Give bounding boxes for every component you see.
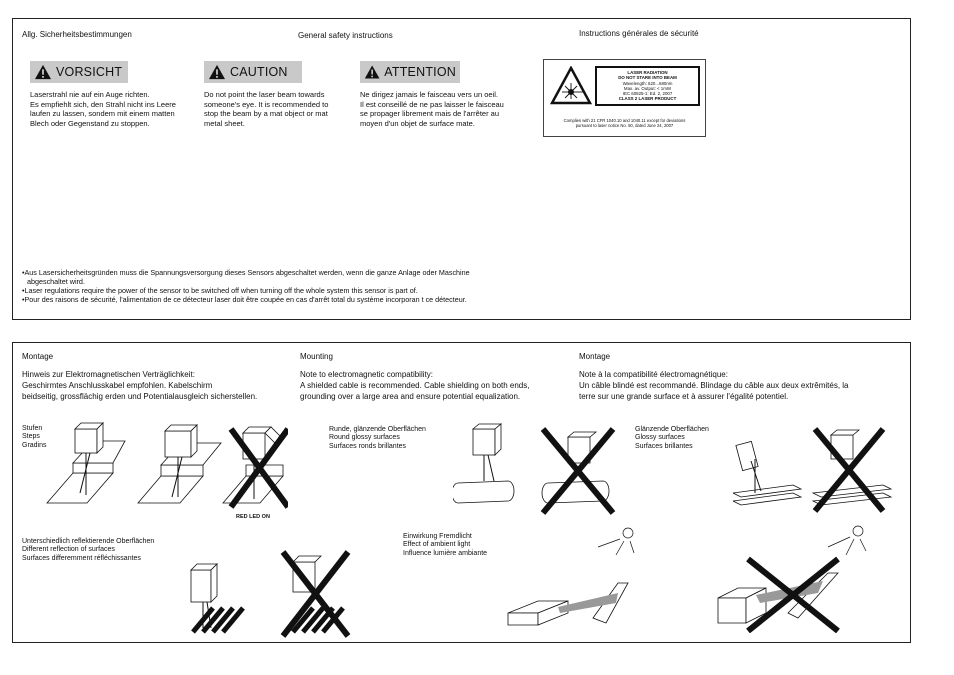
emc-text-en: grounding over a large area and ensure potential equalization. — [300, 392, 521, 401]
emc-text-en: Note to electromagnetic compatibility: — [300, 370, 433, 379]
reflection-diagram — [183, 548, 363, 638]
emc-text-fr: Un câble blindé est recommandé. Blindage du câble aux deux extrêmités, la — [579, 381, 849, 390]
safety-heading-de: Allg. Sicherheitsbestimmungen — [22, 30, 132, 39]
laser-label-line: Max. av. Output: < 1mW — [623, 85, 672, 91]
emc-text-de: Geschirmtes Anschlusskabel empfohlen. Kabelschirm — [22, 381, 213, 390]
warning-label: VORSICHT — [56, 65, 123, 79]
safety-text-en: Do not point the laser beam towards someone's eye. It is recommended to stop the beam by a mat object or mat metal sheet. — [204, 90, 329, 128]
safety-text-de: Laserstrahl nie auf ein Auge richten. Es empfiehlt sich, den Strahl nicht ins Leere laufen zu lassen, sondem mit einem matten Blech oder Gegenstand zu stoppen. — [30, 90, 176, 128]
emc-text-en: A shielded cable is recommended. Cable shielding on both ends, — [300, 381, 530, 390]
safety-text-fr: Ne dirigez jamais le faisceau vers un oeil. Il est conseillé de ne pas laisser le faisceau se propager librement mais de l'arrêter au moyen d'un objet de surface mate. — [360, 90, 504, 128]
warning-vorsicht — [30, 61, 128, 83]
emc-text-fr: Note à la compatibilité électromagnétique: — [579, 370, 728, 379]
warning-label: CAUTION — [230, 65, 288, 79]
laser-label-line: DO NOT STARE INTO BEAM — [618, 75, 677, 81]
safety-note-fr: •Pour des raisons de sécurité, l'alimentation de ce détecteur laser doit être coupée en cas d'arrêt total du système incorporan t ce détecteur. — [22, 295, 467, 304]
laser-label-line: LASER RADIATION — [627, 70, 668, 75]
glossy-surface-diagram — [733, 423, 903, 523]
mounting-heading-en: Mounting — [300, 352, 333, 361]
round-surface-diagram — [453, 423, 628, 518]
red-led-label: RED LED ON — [236, 514, 270, 520]
round-surface-caption: Runde, glänzende Oberflächen Round glossy surfaces Surfaces ronds brillantes — [329, 426, 426, 450]
laser-label-line: CLASS 2 LASER PRODUCT — [618, 96, 677, 102]
warning-label: ATTENTION — [384, 65, 456, 79]
emc-text-de: beidseitig, grossflächig erden und Potentialausgleich sicherstellen. — [22, 392, 258, 401]
emc-text-de: Hinweis zur Elektromagnetischen Verträglichkeit: — [22, 370, 195, 379]
warning-triangle-icon — [208, 64, 226, 80]
safety-heading-fr: Instructions générales de sécurité — [579, 29, 699, 38]
mounting-heading-de: Montage — [22, 352, 54, 361]
ambient-light-caption: Einwirkung Fremdlicht Effect of ambient light Influence lumière ambiante — [403, 533, 488, 557]
safety-note-en: •Laser regulations require the power of the sensor to be switched off when turning off the whole system this sensor is part of. — [22, 286, 418, 295]
safety-note-de: •Aus Lasersicherheitsgründen muss die Spannungsversorgung dieses Sensors abgeschaltet werden, wenn die ganze Anlage oder Maschine — [22, 268, 470, 277]
ambient-light-diagram — [498, 523, 898, 633]
laser-warning-label — [543, 59, 706, 137]
steps-caption: Stufen Steps Gradins — [22, 425, 47, 449]
safety-note-de-cont: abgeschaltet wird. — [27, 277, 85, 286]
reflection-caption: Unterschiedlich reflektierende Oberflächen Different reflection of surfaces Surfaces differemment réfléchissantes — [22, 538, 155, 562]
warning-caution — [204, 61, 302, 83]
laser-label-line: IEC 60825-1: Ed. 2, 2007 — [622, 91, 673, 97]
emc-text-fr: terre sur une grande surface et à assurer l'égalité potentiel. — [579, 392, 789, 401]
mounting-heading-fr: Montage — [579, 352, 611, 361]
warning-triangle-icon — [34, 64, 52, 80]
warning-attention — [360, 61, 460, 83]
laser-compliance-text: Complies with 21 CFR 1040.10 and 1040.11 except for deviations pursuant to laser notice No. 50, dated June 24, 2007 — [563, 118, 686, 129]
laser-label-line: Wavelength: 620...680nm — [622, 80, 673, 86]
steps-diagram — [43, 421, 288, 513]
laser-label-box — [595, 66, 700, 106]
safety-panel — [12, 18, 911, 320]
safety-heading-en: General safety instructions — [298, 31, 393, 40]
glossy-surface-caption: Glänzende Oberflächen Glossy surfaces Surfaces brillantes — [635, 426, 709, 450]
laser-hazard-icon — [550, 66, 592, 106]
warning-triangle-icon — [364, 64, 380, 80]
mounting-panel — [12, 342, 911, 643]
